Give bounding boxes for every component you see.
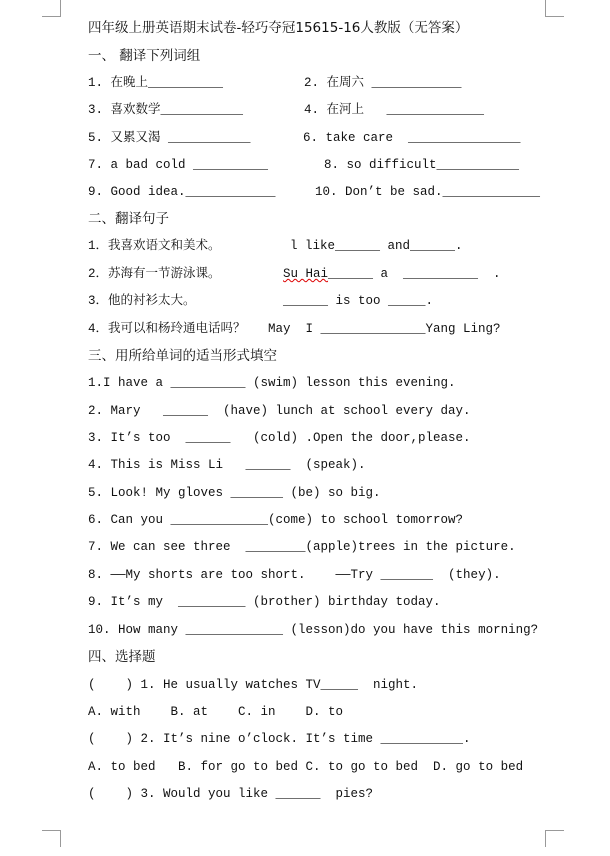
s3-item: 2. Mary ______ (have) lunch at school every day. bbox=[88, 404, 471, 418]
s4-question: ( ) 1. He usually watches TV_____ night. bbox=[88, 678, 419, 692]
s2-item-cn: 1．我喜欢语文和美术。 bbox=[88, 239, 221, 253]
s4-question: ( ) 2. It’s nine o’clock. It’s time ___________. bbox=[88, 732, 471, 746]
s2-item-en: ______ is too _____. bbox=[283, 294, 434, 308]
section-1-heading: 一、 翻译下列词组 bbox=[88, 48, 201, 64]
s1-item: 7. a bad cold __________ bbox=[88, 158, 269, 172]
crop-mark-top-left bbox=[42, 0, 61, 17]
s2-item-en: l like______ and______. bbox=[290, 239, 463, 253]
section-4-heading: 四、选择题 bbox=[88, 649, 156, 665]
s2-item-en: May I ______________Yang Ling? bbox=[268, 322, 501, 336]
s3-item: 4. This is Miss Li ______ (speak). bbox=[88, 458, 366, 472]
s3-item: 6. Can you _____________(come) to school tomorrow? bbox=[88, 513, 464, 527]
s2-item-cn: 2．苏海有一节游泳课。 bbox=[88, 267, 221, 281]
s3-item: 3. It’s too ______ (cold) .Open the door,please. bbox=[88, 431, 471, 445]
s2-item-en-rest: ______ a __________ . bbox=[328, 267, 501, 281]
s4-options: A. to bed B. for go to bed C. to go to bed D. go to bed bbox=[88, 760, 524, 774]
s3-item: 8. ——My shorts are too short. ——Try _______ (they). bbox=[88, 568, 501, 582]
section-2-heading: 二、翻译句子 bbox=[88, 211, 169, 227]
section-3-heading: 三、用所给单词的适当形式填空 bbox=[88, 348, 277, 364]
s1-item: 5. 又累又渴 ___________ bbox=[88, 131, 251, 145]
s3-item: 10. How many _____________ (lesson)do you have this morning? bbox=[88, 623, 539, 637]
s3-item: 1.I have a __________ (swim) lesson this evening. bbox=[88, 376, 456, 390]
s3-item: 9. It’s my _________ (brother) birthday today. bbox=[88, 595, 441, 609]
crop-mark-bottom-right bbox=[545, 830, 564, 847]
s1-item: 9. Good idea.____________ bbox=[88, 185, 276, 199]
s3-item: 5. Look! My gloves _______ (be) so big. bbox=[88, 486, 381, 500]
s2-item-en bbox=[283, 266, 501, 282]
spellcheck-name: Su Hai bbox=[283, 267, 329, 281]
s2-item-cn: 4．我可以和杨玲通电话吗？ bbox=[88, 322, 246, 336]
s2-item-cn: 3．他的衬衫太大。 bbox=[88, 294, 196, 308]
s1-item: 1. 在晚上__________ bbox=[88, 76, 224, 90]
s1-item: 6. take care _______________ bbox=[303, 131, 521, 145]
s1-item: 8. so difficult___________ bbox=[324, 158, 520, 172]
page-title: 四年级上册英语期末试卷-轻巧夺冠15615-16人教版（无答案） bbox=[88, 20, 469, 36]
s4-question: ( ) 3. Would you like ______ pies? bbox=[88, 787, 374, 801]
s1-item: 10. Don’t be sad._____________ bbox=[315, 185, 541, 199]
s3-item: 7. We can see three ________(apple)trees in the picture. bbox=[88, 540, 516, 554]
s1-item: 3. 喜欢数学___________ bbox=[88, 103, 244, 117]
s4-options: A. with B. at C. in D. to bbox=[88, 705, 344, 719]
crop-mark-top-right bbox=[545, 0, 564, 17]
s1-item: 2. 在周六 ____________ bbox=[304, 76, 462, 90]
crop-mark-bottom-left bbox=[42, 830, 61, 847]
s1-item: 4. 在河上 _____________ bbox=[304, 103, 485, 117]
